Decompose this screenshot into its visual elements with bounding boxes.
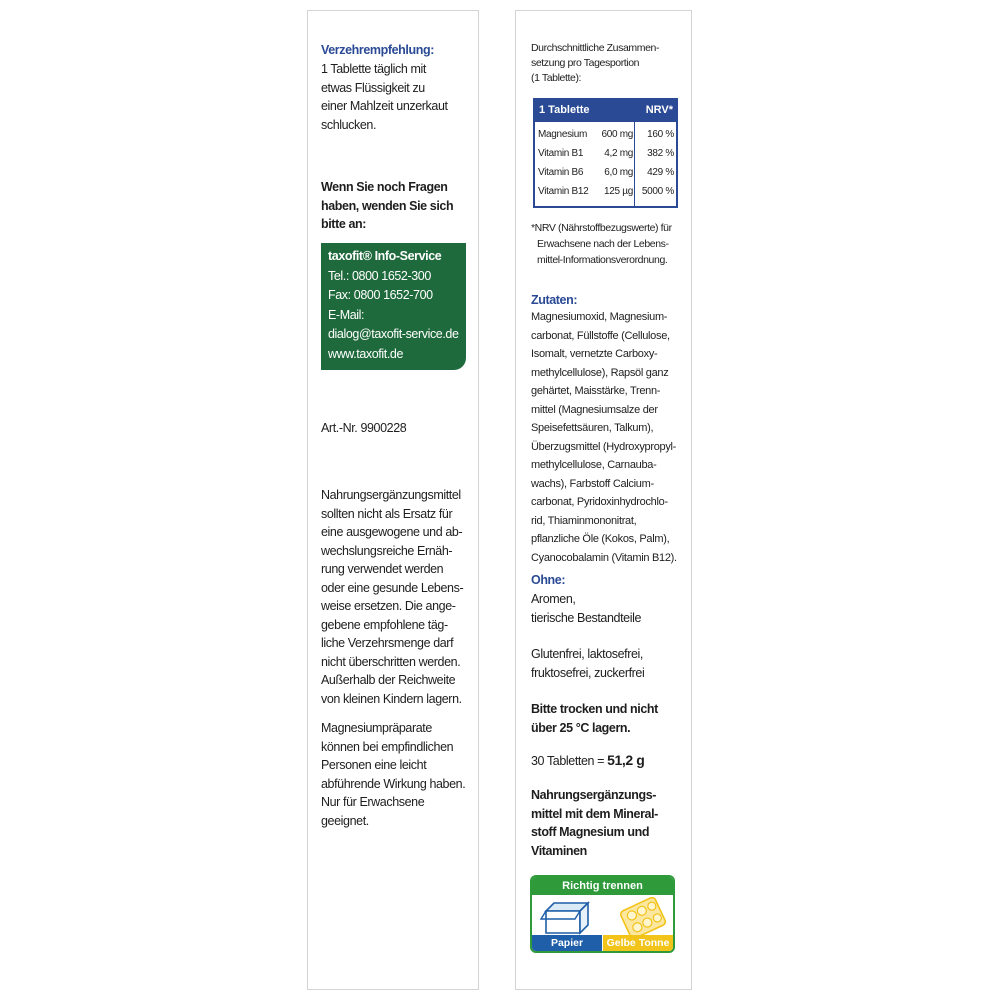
info-service-phone: Tel.: 0800 1652-300: [328, 268, 431, 283]
nutrition-table: [533, 98, 678, 208]
ingredients-heading: Zutaten:: [531, 293, 578, 307]
info-service-email: dialog@taxofit-service.de: [328, 327, 459, 341]
article-number: Art.-Nr. 9900228: [321, 421, 407, 435]
recycling-yellow-bin-label: Gelbe Tonne: [603, 935, 673, 951]
without-line: Aromen,: [531, 592, 576, 606]
warning-line: wechslungsreiche Ernäh-: [321, 543, 453, 558]
questions-line: bitte an:: [321, 217, 367, 231]
nutrient-amount: 600 mg: [601, 129, 633, 140]
nutrient-name: Vitamin B6: [538, 167, 584, 178]
nutrient-amount: 125 µg: [604, 186, 633, 197]
without-heading: Ohne:: [531, 573, 566, 587]
nrv-note-line: *NRV (Nährstoffbezugswerte) für: [531, 222, 672, 234]
warning-line: nicht überschritten werden.: [321, 654, 461, 669]
composition-line: (1 Tablette):: [531, 72, 582, 84]
warning-line: gebene empfohlene täg-: [321, 617, 448, 632]
info-service-email-label: E-Mail:: [328, 307, 365, 322]
ingredients-line: Magnesiumoxid, Magnesium-: [531, 311, 668, 323]
product-line: Nahrungsergänzungs-: [531, 788, 657, 802]
nutrient-name: Magnesium: [538, 129, 587, 140]
recommendation-heading: Verzehrempfehlung:: [321, 43, 434, 57]
magnesium-line: Magnesiumpräparate: [321, 721, 432, 735]
ingredients-line: mittel (Magnesiumsalze der: [531, 403, 658, 416]
ingredients-line: Speisefettsäuren, Talkum),: [531, 422, 654, 434]
warning-line: von kleinen Kindern lagern.: [321, 691, 462, 706]
nutrition-table-header: [535, 100, 676, 122]
ingredients-line: pflanzliche Öle (Kokos, Palm),: [531, 533, 670, 545]
recommendation-line: 1 Tablette täglich mit: [321, 62, 426, 76]
magnesium-line: geeignet.: [321, 813, 369, 828]
ingredients-line: Cyanocobalamin (Vitamin B12).: [531, 551, 677, 564]
warning-line: sollten nicht als Ersatz für: [321, 506, 453, 521]
table-header-nrv: NRV*: [645, 104, 673, 116]
recycling-paper-label: Papier: [532, 935, 602, 951]
net-quantity-value: 51,2 g: [607, 752, 645, 768]
right-label-panel: [515, 10, 692, 990]
nutrient-nrv: 382 %: [647, 148, 674, 159]
nutrient-nrv: 5000 %: [641, 186, 674, 197]
nutrient-name: Vitamin B12: [538, 186, 589, 197]
table-header-serving: 1 Tablette: [539, 104, 590, 116]
ingredients-line: carbonat, Füllstoffe (Cellulose,: [531, 329, 670, 342]
ingredients-line: methylcellulose), Rapsöl ganz: [531, 366, 669, 379]
magnesium-line: Nur für Erwachsene: [321, 795, 425, 809]
without-line: tierische Bestandteile: [531, 610, 642, 625]
questions-line: haben, wenden Sie sich: [321, 198, 454, 213]
ingredients-line: gehärtet, Maisstärke, Trenn-: [531, 385, 661, 397]
recommendation-line: schlucken.: [321, 117, 377, 132]
ingredients-line: Isomalt, vernetzte Carboxy-: [531, 348, 658, 360]
magnesium-line: abführende Wirkung haben.: [321, 776, 466, 791]
table-row: [535, 145, 676, 164]
storage-line: Bitte trocken und nicht: [531, 702, 658, 716]
questions-line: Wenn Sie noch Fragen: [321, 180, 448, 194]
table-row: [535, 183, 676, 202]
composition-line: Durchschnittliche Zusammen-: [531, 42, 660, 54]
info-service-web: www.taxofit.de: [328, 346, 403, 361]
recommendation-line: einer Mahlzeit unzerkaut: [321, 99, 448, 113]
free-from-line: fruktosefrei, zuckerfrei: [531, 665, 645, 680]
nutrient-nrv: 429 %: [647, 167, 674, 178]
warning-line: oder eine gesunde Lebens-: [321, 580, 464, 595]
net-quantity: [531, 751, 644, 771]
nutrient-name: Vitamin B1: [538, 148, 584, 159]
warning-line: Nahrungsergänzungsmittel: [321, 488, 461, 502]
recommendation-line: etwas Flüssigkeit zu: [321, 80, 425, 95]
warning-line: eine ausgewogene und ab-: [321, 525, 463, 539]
blister-pack-icon: [618, 897, 668, 939]
warning-line: weise ersetzen. Die ange-: [321, 599, 456, 613]
net-quantity-prefix: 30 Tabletten =: [531, 754, 608, 768]
storage-line: über 25 °C lagern.: [531, 720, 631, 735]
nrv-note-line: Erwachsene nach der Lebens-: [537, 238, 669, 250]
composition-line: setzung pro Tagesportion: [531, 57, 640, 69]
warning-line: rung verwendet werden: [321, 562, 444, 576]
ingredients-line: carbonat, Pyridoxinhydrochlo-: [531, 496, 668, 508]
product-line: stoff Magnesium und: [531, 825, 650, 839]
free-from-line: Glutenfrei, laktosefrei,: [531, 647, 643, 661]
ingredients-line: methylcellulose, Carnauba-: [531, 459, 657, 471]
left-label-panel: [307, 10, 479, 990]
table-row: [535, 164, 676, 183]
recycling-badge: [530, 875, 675, 953]
warning-line: liche Verzehrsmenge darf: [321, 636, 454, 650]
info-service-box: [321, 243, 466, 370]
magnesium-line: Personen eine leicht: [321, 758, 427, 772]
nutrient-nrv: 160 %: [647, 129, 674, 140]
info-service-fax: Fax: 0800 1652-700: [328, 288, 433, 302]
nutrient-amount: 4,2 mg: [604, 148, 633, 159]
paper-box-icon: [540, 897, 596, 939]
ingredients-line: wachs), Farbstoff Calcium-: [531, 477, 654, 490]
info-service-title: taxofit® Info-Service: [328, 249, 442, 263]
warning-line: Außerhalb der Reichweite: [321, 673, 456, 687]
nrv-note-line: mittel-Informationsverordnung.: [537, 254, 668, 266]
product-line: Vitaminen: [531, 843, 587, 858]
product-line: mittel mit dem Mineral-: [531, 806, 658, 821]
ingredients-line: rid, Thiaminmononitrat,: [531, 514, 637, 527]
ingredients-line: Überzugsmittel (Hydroxypropyl-: [531, 440, 677, 453]
recycling-title: Richtig trennen: [532, 877, 673, 895]
magnesium-line: können bei empfindlichen: [321, 739, 454, 754]
nutrient-amount: 6,0 mg: [604, 167, 633, 178]
table-row: [535, 126, 676, 145]
